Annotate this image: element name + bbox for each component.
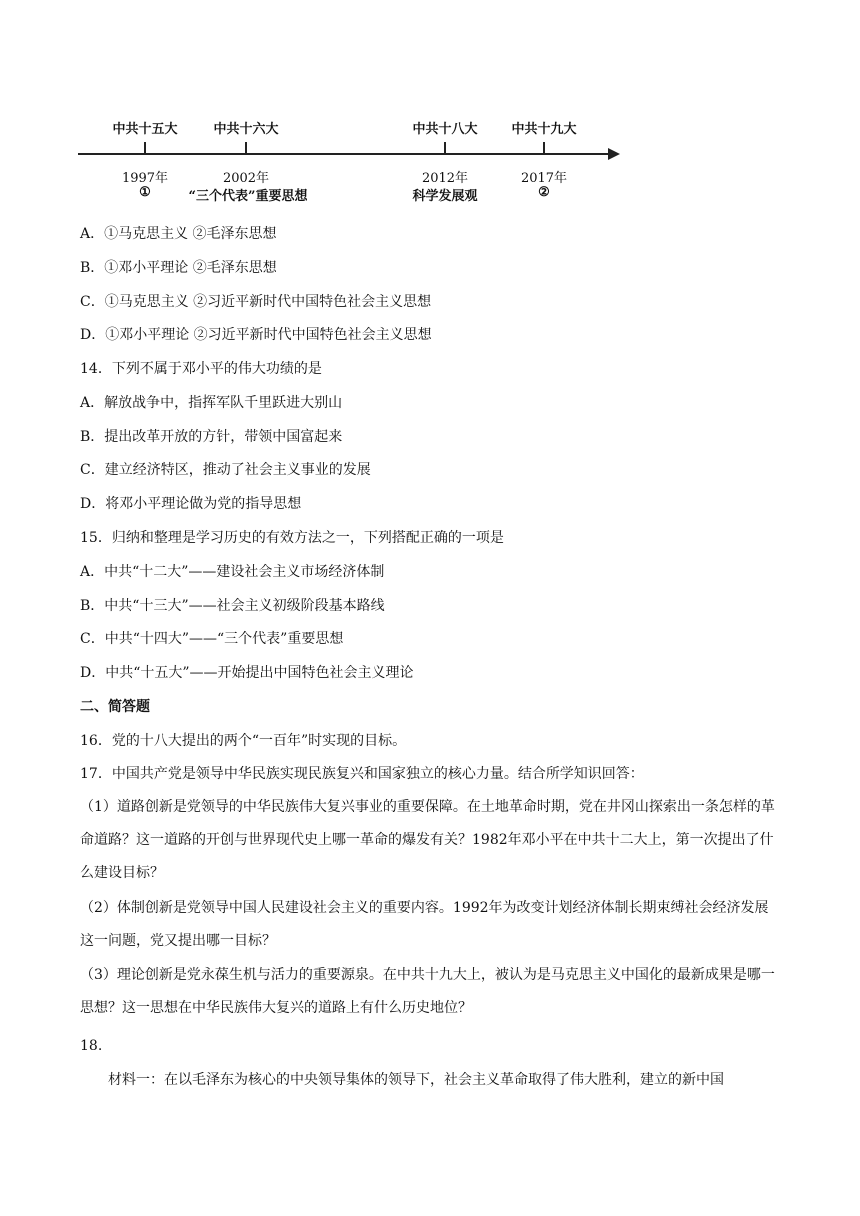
timeline-event-year: 1997年 (121, 171, 169, 186)
timeline-tick (444, 142, 446, 154)
q14-option-b: B．提出改革开放的方针，带领中国富起来 (80, 429, 343, 445)
timeline-event-note: ② (538, 185, 550, 200)
q18-material1: 材料一：在以毛泽东为核心的中央领导集体的领导下，社会主义革命取得了伟大胜利，建立的新中国 (108, 1072, 724, 1088)
q13-option-d: D．①邓小平理论 ②习近平新时代中国特色社会主义思想 (80, 327, 432, 343)
q15-option-a: A．中共“十二大”——建设社会主义市场经济体制 (80, 564, 385, 580)
q16-stem: 16．党的十八大提出的两个“一百年”时实现的目标。 (80, 733, 407, 749)
q17-stem: 17．中国共产党是领导中华民族实现民族复兴和国家独立的核心力量。结合所学知识回答： (80, 766, 644, 782)
section-heading: 二、简答题 (80, 699, 150, 715)
q14-stem: 14．下列不属于邓小平的伟大功绩的是 (80, 361, 322, 377)
timeline-event-label: 中共十五大 (112, 122, 178, 137)
timeline-event-note: ① (139, 185, 151, 200)
q18-number: 18. (80, 1038, 103, 1054)
timeline-tick (144, 142, 146, 154)
q17-part3: （3）理论创新是党永葆生机与活力的重要源泉。在中共十九大上，被认为是马克思主义中国化的最新成果是哪一思想？这一思想在中华民族伟大复兴的道路上有什么历史地位？ (80, 967, 775, 1016)
q14-option-c: C．建立经济特区，推动了社会主义事业的发展 (80, 462, 371, 478)
timeline-axis (78, 153, 614, 155)
timeline-tick (245, 142, 247, 154)
timeline-event-label: 中共十六大 (213, 122, 279, 137)
q17-part2: （2）体制创新是党领导中国人民建设社会主义的重要内容。1992年为改变计划经济体制长期束缚社会经济发展这一问题，党又提出哪一目标？ (80, 900, 769, 949)
q13-option-a: A．①马克思主义 ②毛泽东思想 (80, 226, 277, 242)
q14-option-d: D．将邓小平理论做为党的指导思想 (80, 496, 302, 512)
q15-option-c: C．中共“十四大”——“三个代表”重要思想 (80, 631, 344, 647)
timeline-arrow (608, 148, 620, 160)
timeline-figure (78, 108, 638, 208)
timeline-event-year: 2017年 (520, 171, 568, 186)
timeline-event-year: 2002年 (222, 171, 270, 186)
timeline-event-note: “三个代表”重要思想 (188, 189, 308, 204)
q15-option-d: D．中共“十五大”——开始提出中国特色社会主义理论 (80, 665, 414, 681)
q13-option-b: B．①邓小平理论 ②毛泽东思想 (80, 260, 277, 276)
q17-part1: （1）道路创新是党领导的中华民族伟大复兴事业的重要保障。在土地革命时期，党在井冈山探索出一条怎样的革命道路？这一道路的开创与世界现代史上哪一革命的爆发有关？1982年邓小平在中共十二大上，第一次提出了什么建设目标？ (80, 799, 775, 881)
q15-stem: 15．归纳和整理是学习历史的有效方法之一，下列搭配正确的一项是 (80, 530, 504, 546)
timeline-tick (543, 142, 545, 154)
timeline-event-note: 科学发展观 (412, 189, 478, 204)
q15-option-b: B．中共“十三大”——社会主义初级阶段基本路线 (80, 598, 385, 614)
q14-option-a: A．解放战争中，指挥军队千里跃进大别山 (80, 395, 343, 411)
timeline-event-label: 中共十八大 (412, 122, 478, 137)
timeline-event-year: 2012年 (421, 171, 469, 186)
timeline-event-label: 中共十九大 (511, 122, 577, 137)
q13-option-c: C．①马克思主义 ②习近平新时代中国特色社会主义思想 (80, 294, 432, 310)
